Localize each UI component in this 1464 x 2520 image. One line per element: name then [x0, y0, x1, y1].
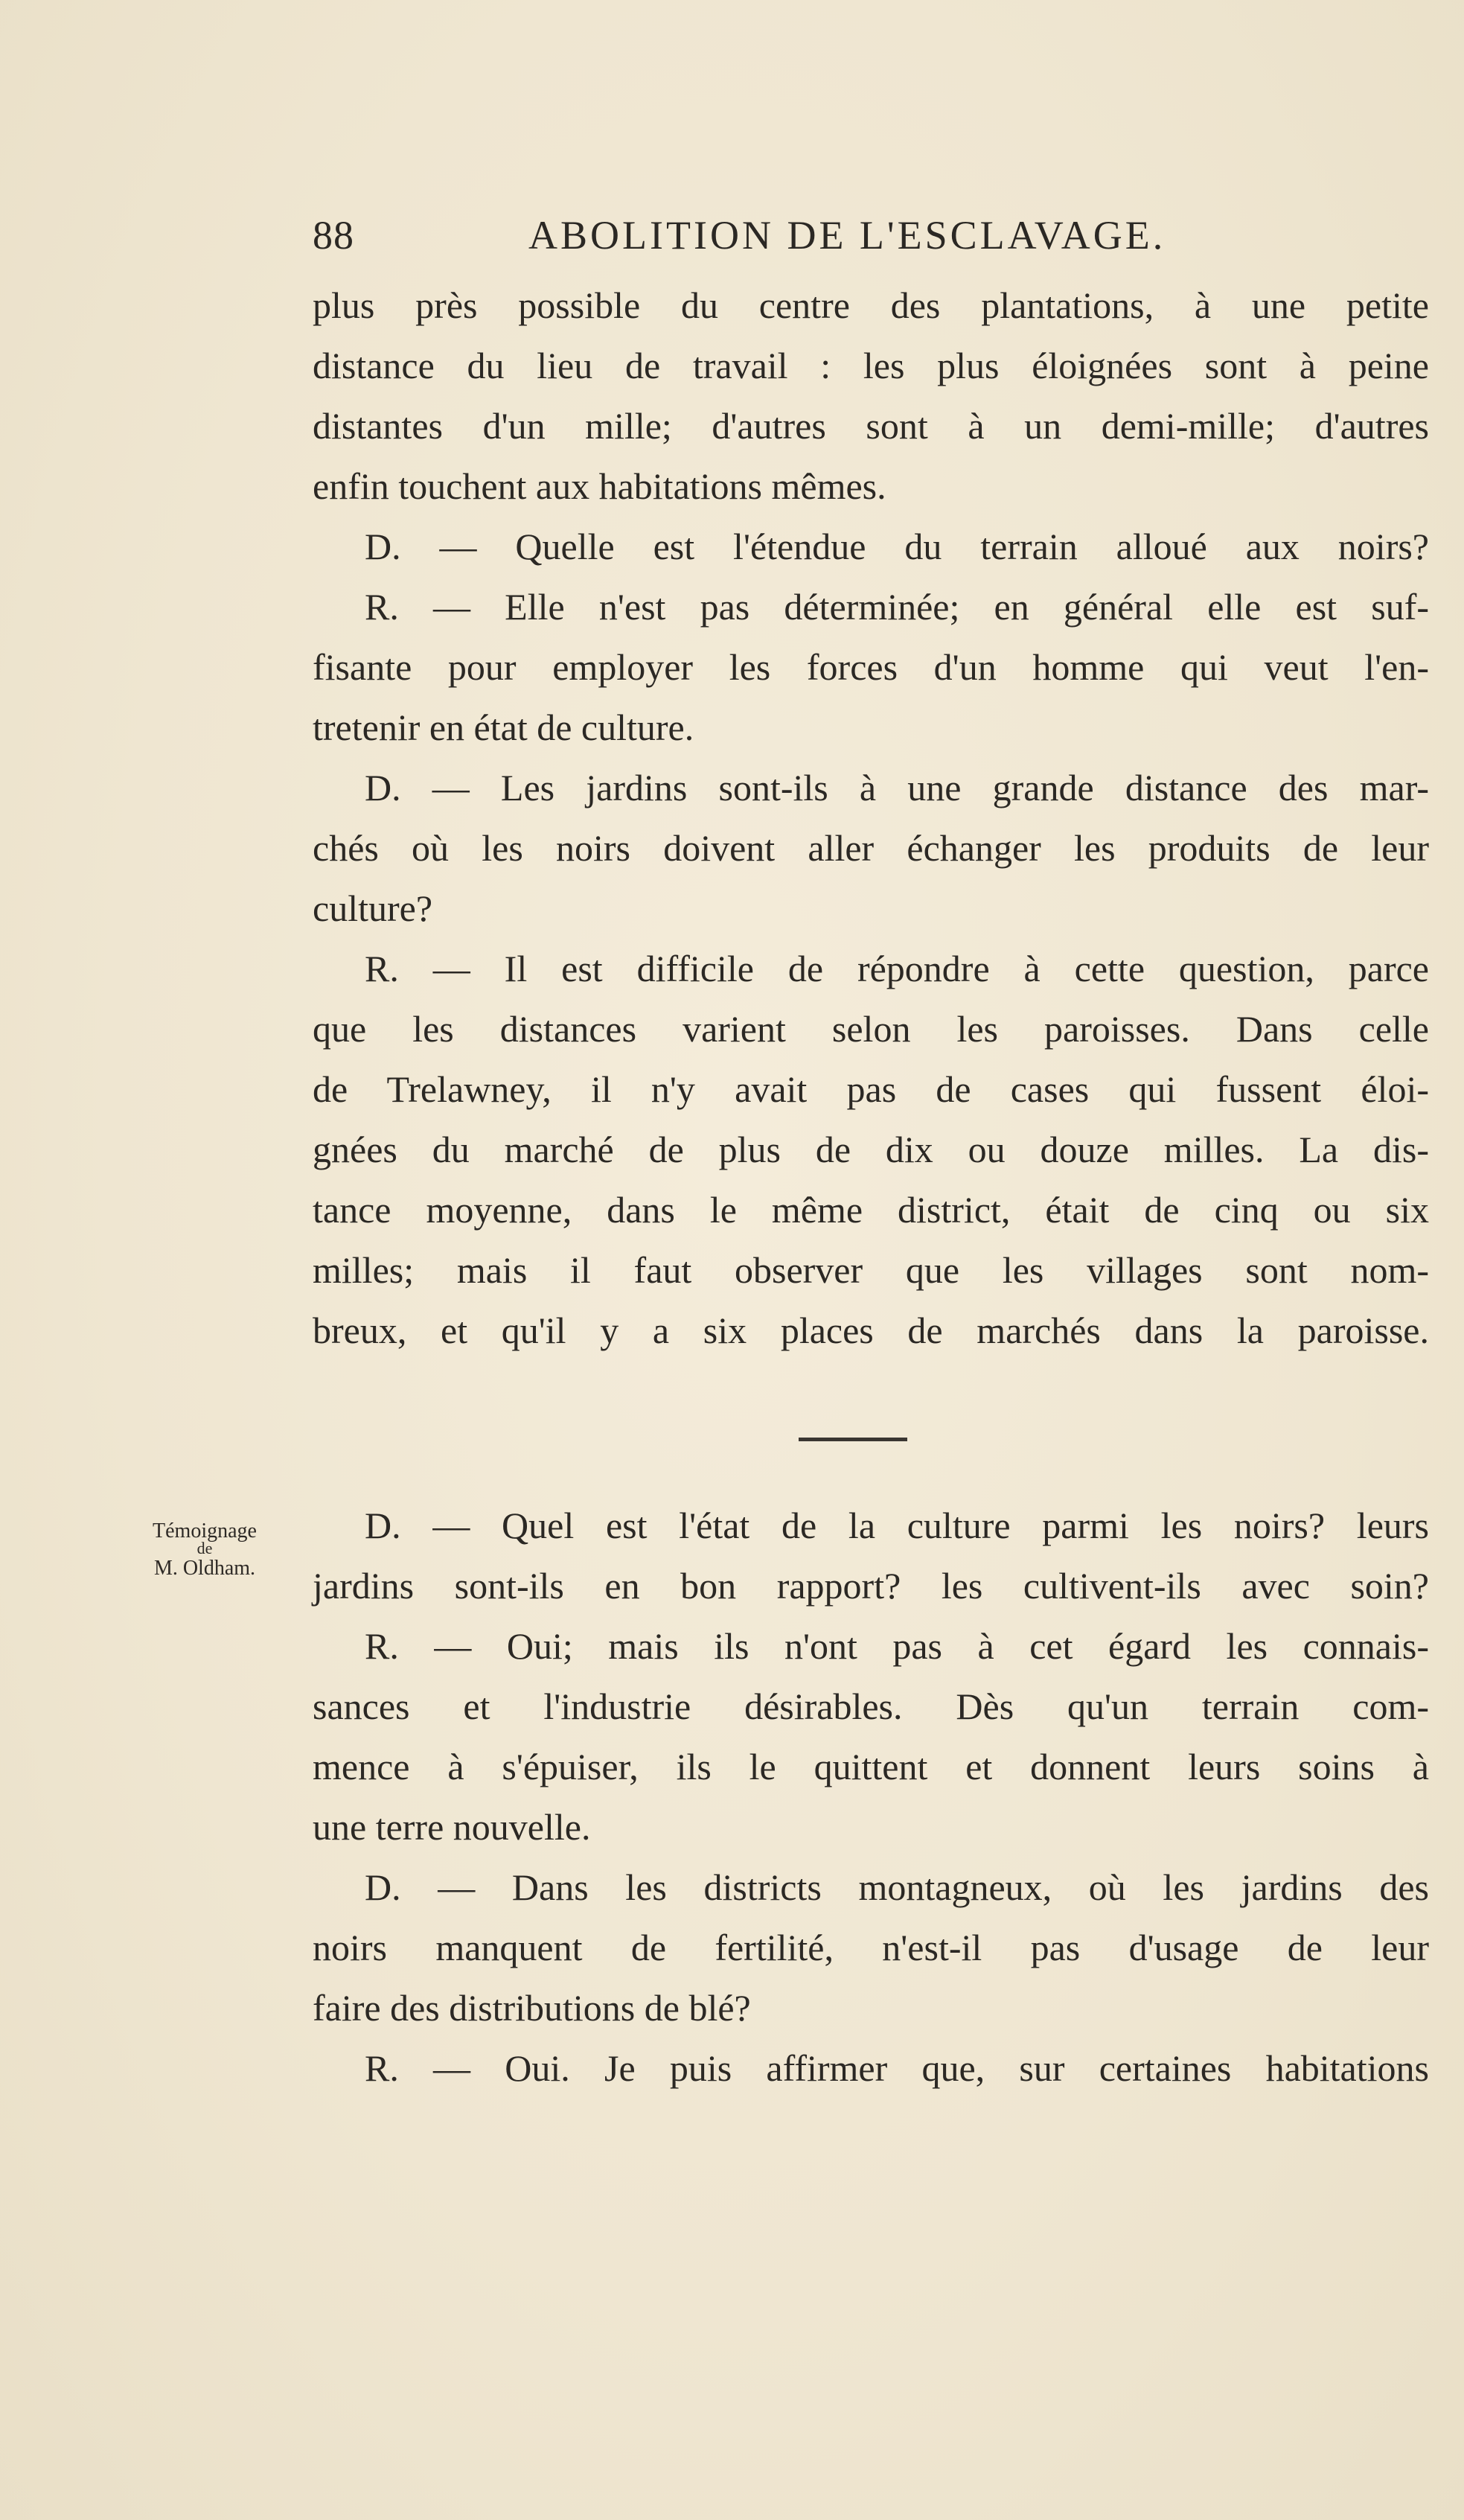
margin-note-line: Témoignage [153, 1519, 257, 1543]
margin-note-line: de [196, 1539, 213, 1557]
text-line: R. — Elle n'est pas déterminée; en général elle est suf- [365, 586, 1429, 628]
text-line: distantes d'un mille; d'autres sont à un demi-mille; d'autres [313, 405, 1429, 447]
text-line: faire des distributions de blé? [313, 1987, 751, 2029]
text-line: que les distances varient selon les paroisses. Dans celle [313, 1008, 1429, 1050]
running-title: ABOLITION DE L'ESCLAVAGE. [528, 213, 1166, 258]
text-line: distance du lieu de travail : les plus éloignées sont à peine [313, 345, 1429, 386]
text-line: de Trelawney, il n'y avait pas de cases qui fussent éloi- [313, 1068, 1429, 1110]
text-line: tance moyenne, dans le même district, était de cinq ou six [313, 1189, 1429, 1231]
text-line: R. — Il est difficile de répondre à cette question, parce [365, 948, 1429, 989]
text-line: R. — Oui; mais ils n'ont pas à cet égard les connais- [365, 1625, 1429, 1667]
text-line: D. — Dans les districts montagneux, où les jardins des [365, 1866, 1429, 1908]
text-line: sances et l'industrie désirables. Dès qu'un terrain com- [313, 1685, 1429, 1727]
text-line: enfin touchent aux habitations mêmes. [313, 465, 886, 507]
page-header [313, 212, 1221, 264]
text-block-lower [313, 1496, 1429, 2099]
page-number: 88 [313, 213, 354, 258]
text-line: culture? [313, 887, 433, 929]
margin-note [119, 1519, 290, 1581]
text-line: breux, et qu'il y a six places de marchés dans la paroisse. [313, 1310, 1429, 1351]
text-line: jardins sont-ils en bon rapport? les cultivent-ils avec soin? [313, 1565, 1429, 1607]
text-line: milles; mais il faut observer que les villages sont nom- [313, 1249, 1429, 1291]
text-line: plus près possible du centre des plantations, à une petite [313, 284, 1429, 326]
margin-note-line: M. Oldham. [153, 1557, 256, 1580]
text-line: mence à s'épuiser, ils le quittent et donnent leurs soins à [313, 1746, 1429, 1787]
text-line: une terre nouvelle. [313, 1806, 591, 1848]
text-block-upper [313, 275, 1429, 1361]
text-line: tretenir en état de culture. [313, 706, 694, 748]
text-line: chés où les noirs doivent aller échanger les produits de leur [313, 827, 1429, 869]
section-divider [799, 1438, 907, 1441]
text-line: R. — Oui. Je puis affirmer que, sur certaines habitations [365, 2047, 1429, 2089]
text-line: D. — Quelle est l'étendue du terrain alloué aux noirs? [365, 526, 1429, 567]
text-line: D. — Les jardins sont-ils à une grande distance des mar- [365, 767, 1429, 808]
text-line: fisante pour employer les forces d'un homme qui veut l'en- [313, 646, 1429, 688]
text-line: D. — Quel est l'état de la culture parmi les noirs? leurs [365, 1505, 1429, 1546]
text-line: noirs manquent de fertilité, n'est-il pas d'usage de leur [313, 1927, 1429, 1968]
text-line: gnées du marché de plus de dix ou douze milles. La dis- [313, 1129, 1429, 1170]
